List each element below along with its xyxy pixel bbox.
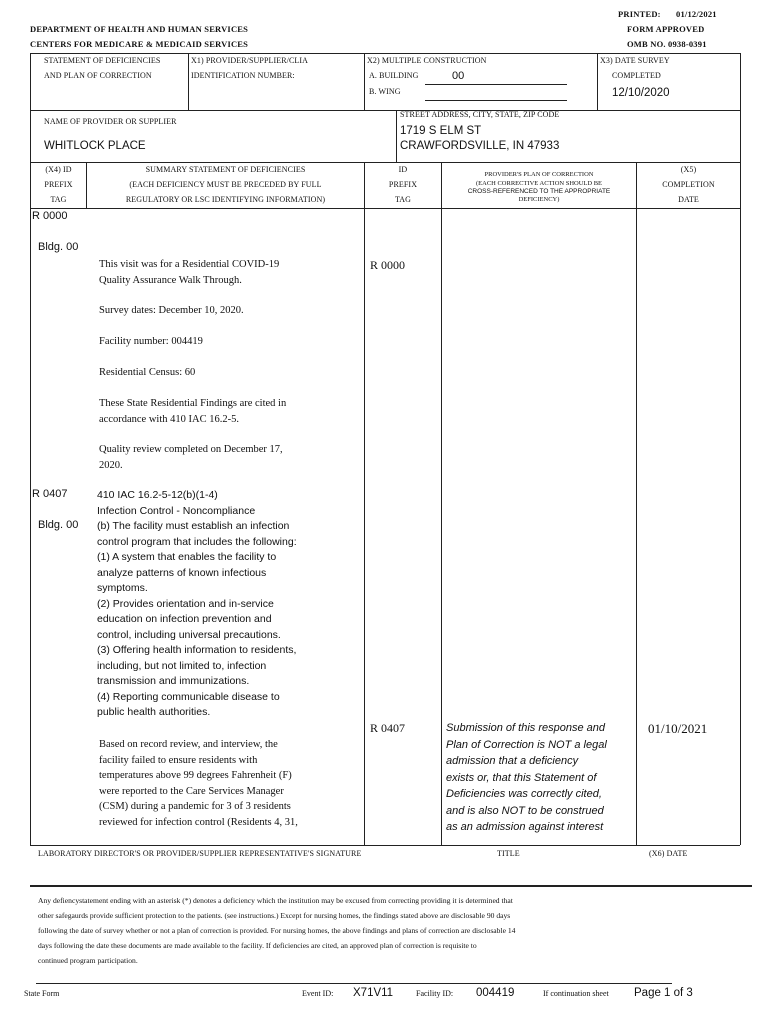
- omb-number: OMB NO. 0938-0391: [627, 39, 707, 49]
- title-label: TITLE: [497, 849, 520, 858]
- id-header-1: ID: [398, 165, 408, 174]
- b-wing-field: [425, 86, 567, 101]
- x4-header-1: (X4) ID: [45, 165, 72, 174]
- x3-label-2: COMPLETED: [612, 71, 661, 80]
- plan-header-3: CROSS-REFERENCED TO THE APPROPRIATE: [467, 188, 611, 195]
- a-building-field: [425, 70, 567, 85]
- page-number: Page 1 of 3: [634, 987, 693, 999]
- summary-header-3: REGULATORY OR LSC IDENTIFYING INFORMATION): [125, 195, 326, 204]
- regulation-text: 410 IAC 16.2-5-12(b)(1-4) Infection Control - Noncompliance (b) The facility must establish an infection control program that includes the following: (1) A system that enables the facility to analyze patterns of known infectious symptoms. (2) Provides orientation and in-service education on infection prevention and control, including universal precautions. (3) Offering health information to residents, including, but not limited to, infection transmission and immunizations. (4) Reporting communicable disease to public health authorities.: [97, 489, 297, 718]
- findings-citation: These State Residential Findings are cited in accordance with 410 IAC 16.2-5.: [99, 398, 287, 425]
- printed-label: PRINTED:: [618, 9, 661, 19]
- event-id-label: Event ID:: [302, 989, 334, 998]
- continuation-label: If continuation sheet: [543, 989, 609, 998]
- x3-label-1: X3) DATE SURVEY: [600, 56, 670, 65]
- completion-date: 01/10/2021: [648, 721, 708, 736]
- state-form-label: State Form: [24, 989, 60, 998]
- plan-of-correction-text: Submission of this response and Plan of Correction is NOT a legal admission that a deficiency exists or, that this Statement of Deficiencies was correctly cited, and is also NOT to be construed as an admission against interest: [446, 722, 607, 833]
- residential-census: Residential Census: 60: [99, 367, 196, 378]
- provider-name-label: NAME OF PROVIDER OR SUPPLIER: [44, 117, 177, 126]
- a-building-value: 00: [452, 70, 465, 82]
- provider-name: WHITLOCK PLACE: [44, 140, 146, 152]
- x5-header-1: (X5): [680, 165, 697, 174]
- address-label: STREET ADDRESS, CITY, STATE, ZIP CODE: [400, 110, 560, 119]
- survey-dates: Survey dates: December 10, 2020.: [99, 305, 244, 316]
- quality-review: Quality review completed on December 17, 2020.: [99, 444, 283, 471]
- x4-header-3: TAG: [50, 195, 67, 204]
- x5-header-2: COMPLETION: [662, 180, 715, 189]
- plan-header-1: PROVIDER'S PLAN OF CORRECTION: [484, 171, 594, 178]
- x2-label: X2) MULTIPLE CONSTRUCTION: [367, 56, 487, 65]
- form-approved: FORM APPROVED: [627, 24, 705, 34]
- disclaimer-text: Any defiencystatement ending with an asterisk (*) denotes a deficiency which the institution may be excused from correcting providing it is determined that other safegaurds provide sufficient protection to the patients. (see instructions.) Except for nursing homes, the findings stated above are disclosable 90 days following the date of survey whether or not a plan of correction is provided. For nursing homes, the above findings and plans of correction are disclosable 14 days following the date these documents are made available to the facility. If deficiencies are cited, an approved plan of correction is requisite to continued program participation.: [38, 896, 516, 965]
- address-line-2: CRAWFORDSVILLE, IN 47933: [400, 140, 560, 152]
- x1-label-1: X1) PROVIDER/SUPPLIER/CLIA: [191, 56, 309, 65]
- tag-r0407-right: R 0407: [370, 721, 406, 735]
- bldg-00-second: Bldg. 00: [38, 519, 79, 531]
- bldg-00-first: Bldg. 00: [38, 241, 79, 253]
- tag-r0407: R 0407: [32, 488, 68, 500]
- x6-date-label: (X6) DATE: [649, 849, 688, 858]
- facility-number: Facility number: 004419: [99, 336, 203, 347]
- event-id-value: X71V11: [353, 987, 394, 999]
- facility-id-value: 004419: [476, 987, 515, 999]
- a-building-label: A. BUILDING: [369, 71, 419, 80]
- survey-completed-date: 12/10/2020: [612, 87, 670, 99]
- signature-label: LABORATORY DIRECTOR'S OR PROVIDER/SUPPLIER REPRESENTATIVE'S SIGNATURE: [38, 849, 362, 858]
- x5-header-3: DATE: [678, 195, 699, 204]
- x1-label-2: IDENTIFICATION NUMBER:: [191, 71, 295, 80]
- address-line-1: 1719 S ELM ST: [400, 125, 482, 137]
- plan-header-4: DEFICIENCY): [518, 196, 560, 203]
- tag-r0000: R 0000: [32, 210, 68, 222]
- x4-header-2: PREFIX: [44, 180, 73, 189]
- facility-id-label: Facility ID:: [416, 989, 454, 998]
- tag-r0000-right: R 0000: [370, 258, 406, 272]
- b-wing-label: B. WING: [369, 87, 401, 96]
- finding-text: Based on record review, and interview, the facility failed to ensure residents with temperatures above 99 degrees Fahrenheit (F) were reported to the Care Services Manager (CSM) during a pandemic for 3 of 3 residents reviewed for infection control (Residents 4, 31,: [99, 739, 298, 828]
- summary-header-1: SUMMARY STATEMENT OF DEFICIENCIES: [145, 165, 306, 174]
- centers-heading: CENTERS FOR MEDICARE & MEDICAID SERVICES: [30, 39, 249, 49]
- printed-date: 01/12/2021: [676, 9, 717, 19]
- department-heading: DEPARTMENT OF HEALTH AND HUMAN SERVICES: [30, 24, 249, 34]
- id-header-2: PREFIX: [388, 180, 418, 189]
- visit-description: This visit was for a Residential COVID-19 Quality Assurance Walk Through.: [99, 259, 280, 286]
- summary-header-2: (EACH DEFICIENCY MUST BE PRECEDED BY FULL: [129, 180, 322, 189]
- id-header-3: TAG: [394, 195, 412, 204]
- plan-header-2: (EACH CORRECTIVE ACTION SHOULD BE: [475, 180, 603, 187]
- statement-label-2: AND PLAN OF CORRECTION: [44, 71, 152, 80]
- statement-label-1: STATEMENT OF DEFICIENCIES: [44, 56, 161, 65]
